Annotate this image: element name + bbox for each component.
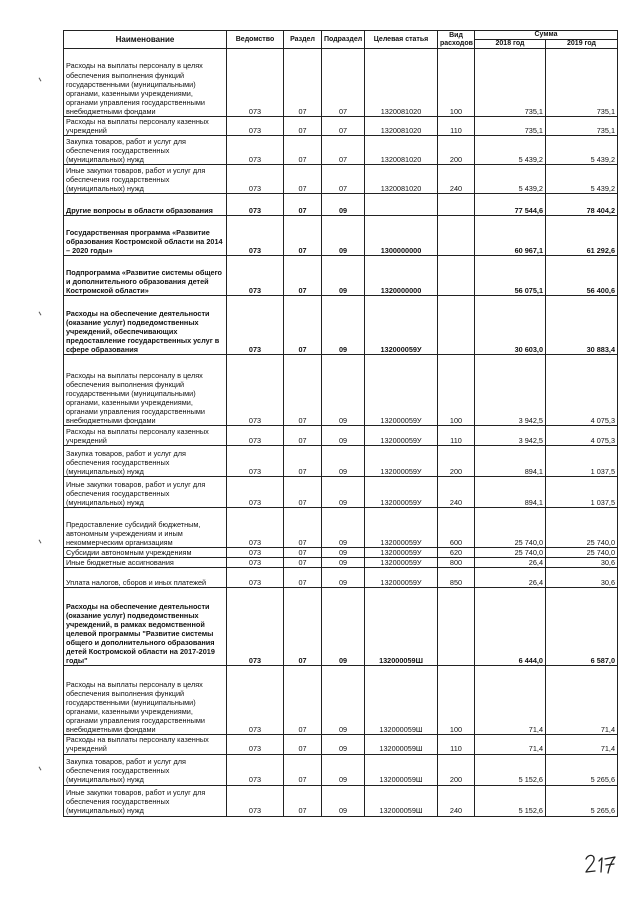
- cell-name: Расходы на выплаты персоналу казенных учреждений: [64, 117, 227, 136]
- cell-razdel: 07: [284, 296, 322, 355]
- cell-sum-2019: 4 075,3: [546, 426, 618, 446]
- cell-vid: [438, 296, 475, 355]
- cell-razdel: 07: [284, 216, 322, 256]
- cell-sum-2019: 4 075,3: [546, 355, 618, 426]
- cell-vedomstvo: 073: [227, 754, 284, 785]
- cell-sum-2019: 735,1: [546, 49, 618, 117]
- cell-podrazdel: 07: [322, 136, 365, 165]
- header-year-2019: 2019 год: [546, 40, 618, 49]
- cell-sum-2019: 5 265,6: [546, 754, 618, 785]
- cell-vedomstvo: 073: [227, 785, 284, 816]
- cell-article: 132000059У: [365, 477, 438, 508]
- cell-vid: 200: [438, 136, 475, 165]
- cell-razdel: 07: [284, 136, 322, 165]
- header-podrazdel: Подраздел: [322, 31, 365, 49]
- cell-name: Иные закупки товаров, работ и услуг для обеспечения государственных (муниципальных) нужд: [64, 477, 227, 508]
- budget-table: [63, 30, 618, 817]
- cell-vedomstvo: 073: [227, 296, 284, 355]
- cell-vid: 100: [438, 355, 475, 426]
- cell-sum-2019: 5 265,6: [546, 785, 618, 816]
- cell-sum-2019: 30 883,4: [546, 296, 618, 355]
- cell-sum-2019: 61 292,6: [546, 216, 618, 256]
- cell-razdel: 07: [284, 446, 322, 477]
- cell-name: Расходы на выплаты персоналу в целях обеспечения выполнения функций государственными (муниципальными) органами, казенными учреждениями, органами управления государственными внебюджетными фондами: [64, 666, 227, 735]
- table-row: [64, 136, 618, 165]
- cell-vedomstvo: 073: [227, 426, 284, 446]
- cell-vedomstvo: 073: [227, 568, 284, 588]
- cell-sum-2019: 1 037,5: [546, 477, 618, 508]
- cell-razdel: 07: [284, 735, 322, 754]
- table-row: [64, 117, 618, 136]
- cell-razdel: 07: [284, 754, 322, 785]
- table-row: [64, 508, 618, 548]
- cell-vid: 240: [438, 477, 475, 508]
- cell-article: 132000059У: [365, 426, 438, 446]
- cell-vid: 200: [438, 446, 475, 477]
- cell-vedomstvo: 073: [227, 666, 284, 735]
- cell-razdel: 07: [284, 558, 322, 568]
- table-row: [64, 666, 618, 735]
- cell-name: Закупка товаров, работ и услуг для обеспечения государственных (муниципальных) нужд: [64, 136, 227, 165]
- cell-article: 1320081020: [365, 49, 438, 117]
- cell-sum-2019: 25 740,0: [546, 548, 618, 558]
- cell-vedomstvo: 073: [227, 117, 284, 136]
- cell-razdel: 07: [284, 355, 322, 426]
- cell-sum-2018: 71,4: [475, 666, 546, 735]
- header-sum: Сумма: [475, 31, 618, 40]
- cell-vedomstvo: 073: [227, 588, 284, 666]
- cell-sum-2019: 5 439,2: [546, 165, 618, 194]
- cell-article: 132000059Ш: [365, 588, 438, 666]
- cell-vid: [438, 256, 475, 296]
- cell-podrazdel: 09: [322, 588, 365, 666]
- cell-vid: [438, 194, 475, 216]
- table-row: [64, 558, 618, 568]
- cell-name: Другие вопросы в области образования: [64, 194, 227, 216]
- cell-vid: 620: [438, 548, 475, 558]
- margin-mark: [39, 540, 42, 544]
- cell-razdel: 07: [284, 194, 322, 216]
- cell-sum-2018: 894,1: [475, 446, 546, 477]
- cell-vedomstvo: 073: [227, 165, 284, 194]
- cell-article: 132000059У: [365, 296, 438, 355]
- cell-name: Закупка товаров, работ и услуг для обеспечения государственных (муниципальных) нужд: [64, 446, 227, 477]
- cell-sum-2018: 25 740,0: [475, 508, 546, 548]
- cell-vid: 100: [438, 49, 475, 117]
- cell-podrazdel: 09: [322, 216, 365, 256]
- table-row: [64, 256, 618, 296]
- cell-sum-2018: 5 152,6: [475, 785, 546, 816]
- cell-vedomstvo: 073: [227, 477, 284, 508]
- table-row: [64, 735, 618, 754]
- cell-vedomstvo: 073: [227, 508, 284, 548]
- cell-article: 132000059Ш: [365, 785, 438, 816]
- cell-article: 132000059Ш: [365, 735, 438, 754]
- cell-podrazdel: 09: [322, 735, 365, 754]
- cell-vedomstvo: 073: [227, 216, 284, 256]
- cell-podrazdel: 07: [322, 165, 365, 194]
- table-row: [64, 426, 618, 446]
- cell-razdel: 07: [284, 568, 322, 588]
- cell-name: Уплата налогов, сборов и иных платежей: [64, 568, 227, 588]
- cell-podrazdel: 09: [322, 426, 365, 446]
- table-row: [64, 568, 618, 588]
- cell-podrazdel: 09: [322, 296, 365, 355]
- cell-article: [365, 194, 438, 216]
- cell-sum-2019: 25 740,0: [546, 508, 618, 548]
- table-row: [64, 754, 618, 785]
- cell-name: Государственная программа «Развитие образования Костромской области на 2014 – 2020 годы»: [64, 216, 227, 256]
- cell-razdel: 07: [284, 477, 322, 508]
- cell-vid: 240: [438, 165, 475, 194]
- table-row: [64, 785, 618, 816]
- cell-sum-2018: 5 152,6: [475, 754, 546, 785]
- table-row: [64, 49, 618, 117]
- cell-article: 132000059У: [365, 558, 438, 568]
- table-row: [64, 165, 618, 194]
- cell-article: 132000059У: [365, 508, 438, 548]
- cell-vedomstvo: 073: [227, 558, 284, 568]
- cell-vedomstvo: 073: [227, 194, 284, 216]
- cell-vedomstvo: 073: [227, 355, 284, 426]
- cell-name: Субсидии автономным учреждениям: [64, 548, 227, 558]
- cell-vid: 800: [438, 558, 475, 568]
- cell-podrazdel: 09: [322, 785, 365, 816]
- cell-sum-2018: 26,4: [475, 558, 546, 568]
- cell-vid: 200: [438, 754, 475, 785]
- cell-name: Расходы на обеспечение деятельности (оказание услуг) подведомственных учреждений, обеспечивающих предоставление государственных услуг в сфере образования: [64, 296, 227, 355]
- cell-sum-2019: 30,6: [546, 558, 618, 568]
- cell-vid: 110: [438, 426, 475, 446]
- cell-podrazdel: 07: [322, 49, 365, 117]
- cell-name: Иные закупки товаров, работ и услуг для обеспечения государственных (муниципальных) нужд: [64, 165, 227, 194]
- cell-podrazdel: 09: [322, 508, 365, 548]
- cell-sum-2019: 1 037,5: [546, 446, 618, 477]
- cell-sum-2019: 71,4: [546, 735, 618, 754]
- cell-podrazdel: 09: [322, 477, 365, 508]
- cell-article: 132000059У: [365, 568, 438, 588]
- cell-razdel: 07: [284, 49, 322, 117]
- cell-podrazdel: 09: [322, 568, 365, 588]
- cell-vid: [438, 588, 475, 666]
- table-body: [64, 49, 618, 817]
- cell-sum-2018: 5 439,2: [475, 165, 546, 194]
- table-row: [64, 296, 618, 355]
- cell-vid: 240: [438, 785, 475, 816]
- cell-razdel: 07: [284, 666, 322, 735]
- cell-article: 132000059Ш: [365, 666, 438, 735]
- cell-name: Расходы на выплаты персоналу казенных учреждений: [64, 426, 227, 446]
- margin-mark: [39, 312, 42, 316]
- cell-podrazdel: 09: [322, 194, 365, 216]
- cell-vid: 110: [438, 117, 475, 136]
- cell-sum-2018: 56 075,1: [475, 256, 546, 296]
- cell-podrazdel: 09: [322, 355, 365, 426]
- cell-article: 1320081020: [365, 117, 438, 136]
- cell-article: 132000059У: [365, 355, 438, 426]
- cell-sum-2018: 3 942,5: [475, 426, 546, 446]
- cell-article: 132000059У: [365, 548, 438, 558]
- cell-name: Иные бюджетные ассигнования: [64, 558, 227, 568]
- cell-sum-2018: 26,4: [475, 568, 546, 588]
- cell-article: 1320081020: [365, 136, 438, 165]
- cell-name: Расходы на выплаты персоналу в целях обеспечения выполнения функций государственными (муниципальными) органами, казенными учреждениями, органами управления государственными внебюджетными фондами: [64, 49, 227, 117]
- cell-sum-2018: 30 603,0: [475, 296, 546, 355]
- table-row: [64, 194, 618, 216]
- cell-article: 132000059У: [365, 446, 438, 477]
- cell-sum-2018: 735,1: [475, 49, 546, 117]
- header-year-2018: 2018 год: [475, 40, 546, 49]
- cell-sum-2018: 3 942,5: [475, 355, 546, 426]
- header-name: Наименование: [64, 31, 227, 49]
- cell-article: 132000059Ш: [365, 754, 438, 785]
- cell-vedomstvo: 073: [227, 548, 284, 558]
- cell-razdel: 07: [284, 785, 322, 816]
- cell-name: Расходы на обеспечение деятельности (оказание услуг) подведомственных учреждений, в рамках ведомственной целевой программы "Развитие системы общего и дополнительного образования детей Костромской области на 2017-2019 годы": [64, 588, 227, 666]
- cell-article: 1320081020: [365, 165, 438, 194]
- cell-vid: 600: [438, 508, 475, 548]
- cell-name: Подпрограмма «Развитие системы общего и дополнительного образования детей Костромской области»: [64, 256, 227, 296]
- header-article: Целевая статья: [365, 31, 438, 49]
- cell-sum-2018: 71,4: [475, 735, 546, 754]
- cell-sum-2018: 6 444,0: [475, 588, 546, 666]
- cell-sum-2018: 25 740,0: [475, 548, 546, 558]
- cell-podrazdel: 07: [322, 117, 365, 136]
- header-vid: Вид расходов: [438, 31, 475, 49]
- cell-razdel: 07: [284, 165, 322, 194]
- cell-vid: [438, 216, 475, 256]
- table-row: [64, 355, 618, 426]
- cell-name: Предоставление субсидий бюджетным, автономным учреждениям и иным некоммерческим организациям: [64, 508, 227, 548]
- header-vedomstvo: Ведомство: [227, 31, 284, 49]
- table-row: [64, 588, 618, 666]
- cell-sum-2019: 735,1: [546, 117, 618, 136]
- cell-vid: 850: [438, 568, 475, 588]
- cell-sum-2019: 56 400,6: [546, 256, 618, 296]
- table-row: [64, 477, 618, 508]
- margin-mark: [39, 78, 42, 82]
- cell-article: 1320000000: [365, 256, 438, 296]
- cell-razdel: 07: [284, 548, 322, 558]
- table-row: [64, 446, 618, 477]
- cell-name: Расходы на выплаты персоналу в целях обеспечения выполнения функций государственными (муниципальными) органами, казенными учреждениями, органами управления государственными внебюджетными фондами: [64, 355, 227, 426]
- cell-sum-2018: 735,1: [475, 117, 546, 136]
- cell-sum-2018: 894,1: [475, 477, 546, 508]
- cell-name: Расходы на выплаты персоналу казенных учреждений: [64, 735, 227, 754]
- cell-razdel: 07: [284, 117, 322, 136]
- cell-sum-2019: 6 587,0: [546, 588, 618, 666]
- cell-sum-2019: 30,6: [546, 568, 618, 588]
- cell-vedomstvo: 073: [227, 49, 284, 117]
- cell-sum-2019: 71,4: [546, 666, 618, 735]
- cell-name: Закупка товаров, работ и услуг для обеспечения государственных (муниципальных) нужд: [64, 754, 227, 785]
- margin-mark: [39, 767, 42, 771]
- cell-vid: 100: [438, 666, 475, 735]
- cell-razdel: 07: [284, 256, 322, 296]
- cell-sum-2018: 60 967,1: [475, 216, 546, 256]
- cell-razdel: 07: [284, 508, 322, 548]
- cell-sum-2018: 5 439,2: [475, 136, 546, 165]
- cell-podrazdel: 09: [322, 666, 365, 735]
- cell-podrazdel: 09: [322, 256, 365, 296]
- page-number-signature: [584, 852, 618, 874]
- cell-podrazdel: 09: [322, 558, 365, 568]
- cell-podrazdel: 09: [322, 446, 365, 477]
- cell-razdel: 07: [284, 588, 322, 666]
- cell-sum-2019: 78 404,2: [546, 194, 618, 216]
- table-row: [64, 548, 618, 558]
- cell-article: 1300000000: [365, 216, 438, 256]
- header-razdel: Раздел: [284, 31, 322, 49]
- cell-vedomstvo: 073: [227, 256, 284, 296]
- table-row: [64, 216, 618, 256]
- cell-razdel: 07: [284, 426, 322, 446]
- cell-name: Иные закупки товаров, работ и услуг для обеспечения государственных (муниципальных) нужд: [64, 785, 227, 816]
- cell-vedomstvo: 073: [227, 735, 284, 754]
- cell-sum-2018: 77 544,6: [475, 194, 546, 216]
- cell-vedomstvo: 073: [227, 136, 284, 165]
- cell-vedomstvo: 073: [227, 446, 284, 477]
- cell-podrazdel: 09: [322, 754, 365, 785]
- cell-podrazdel: 09: [322, 548, 365, 558]
- cell-sum-2019: 5 439,2: [546, 136, 618, 165]
- cell-vid: 110: [438, 735, 475, 754]
